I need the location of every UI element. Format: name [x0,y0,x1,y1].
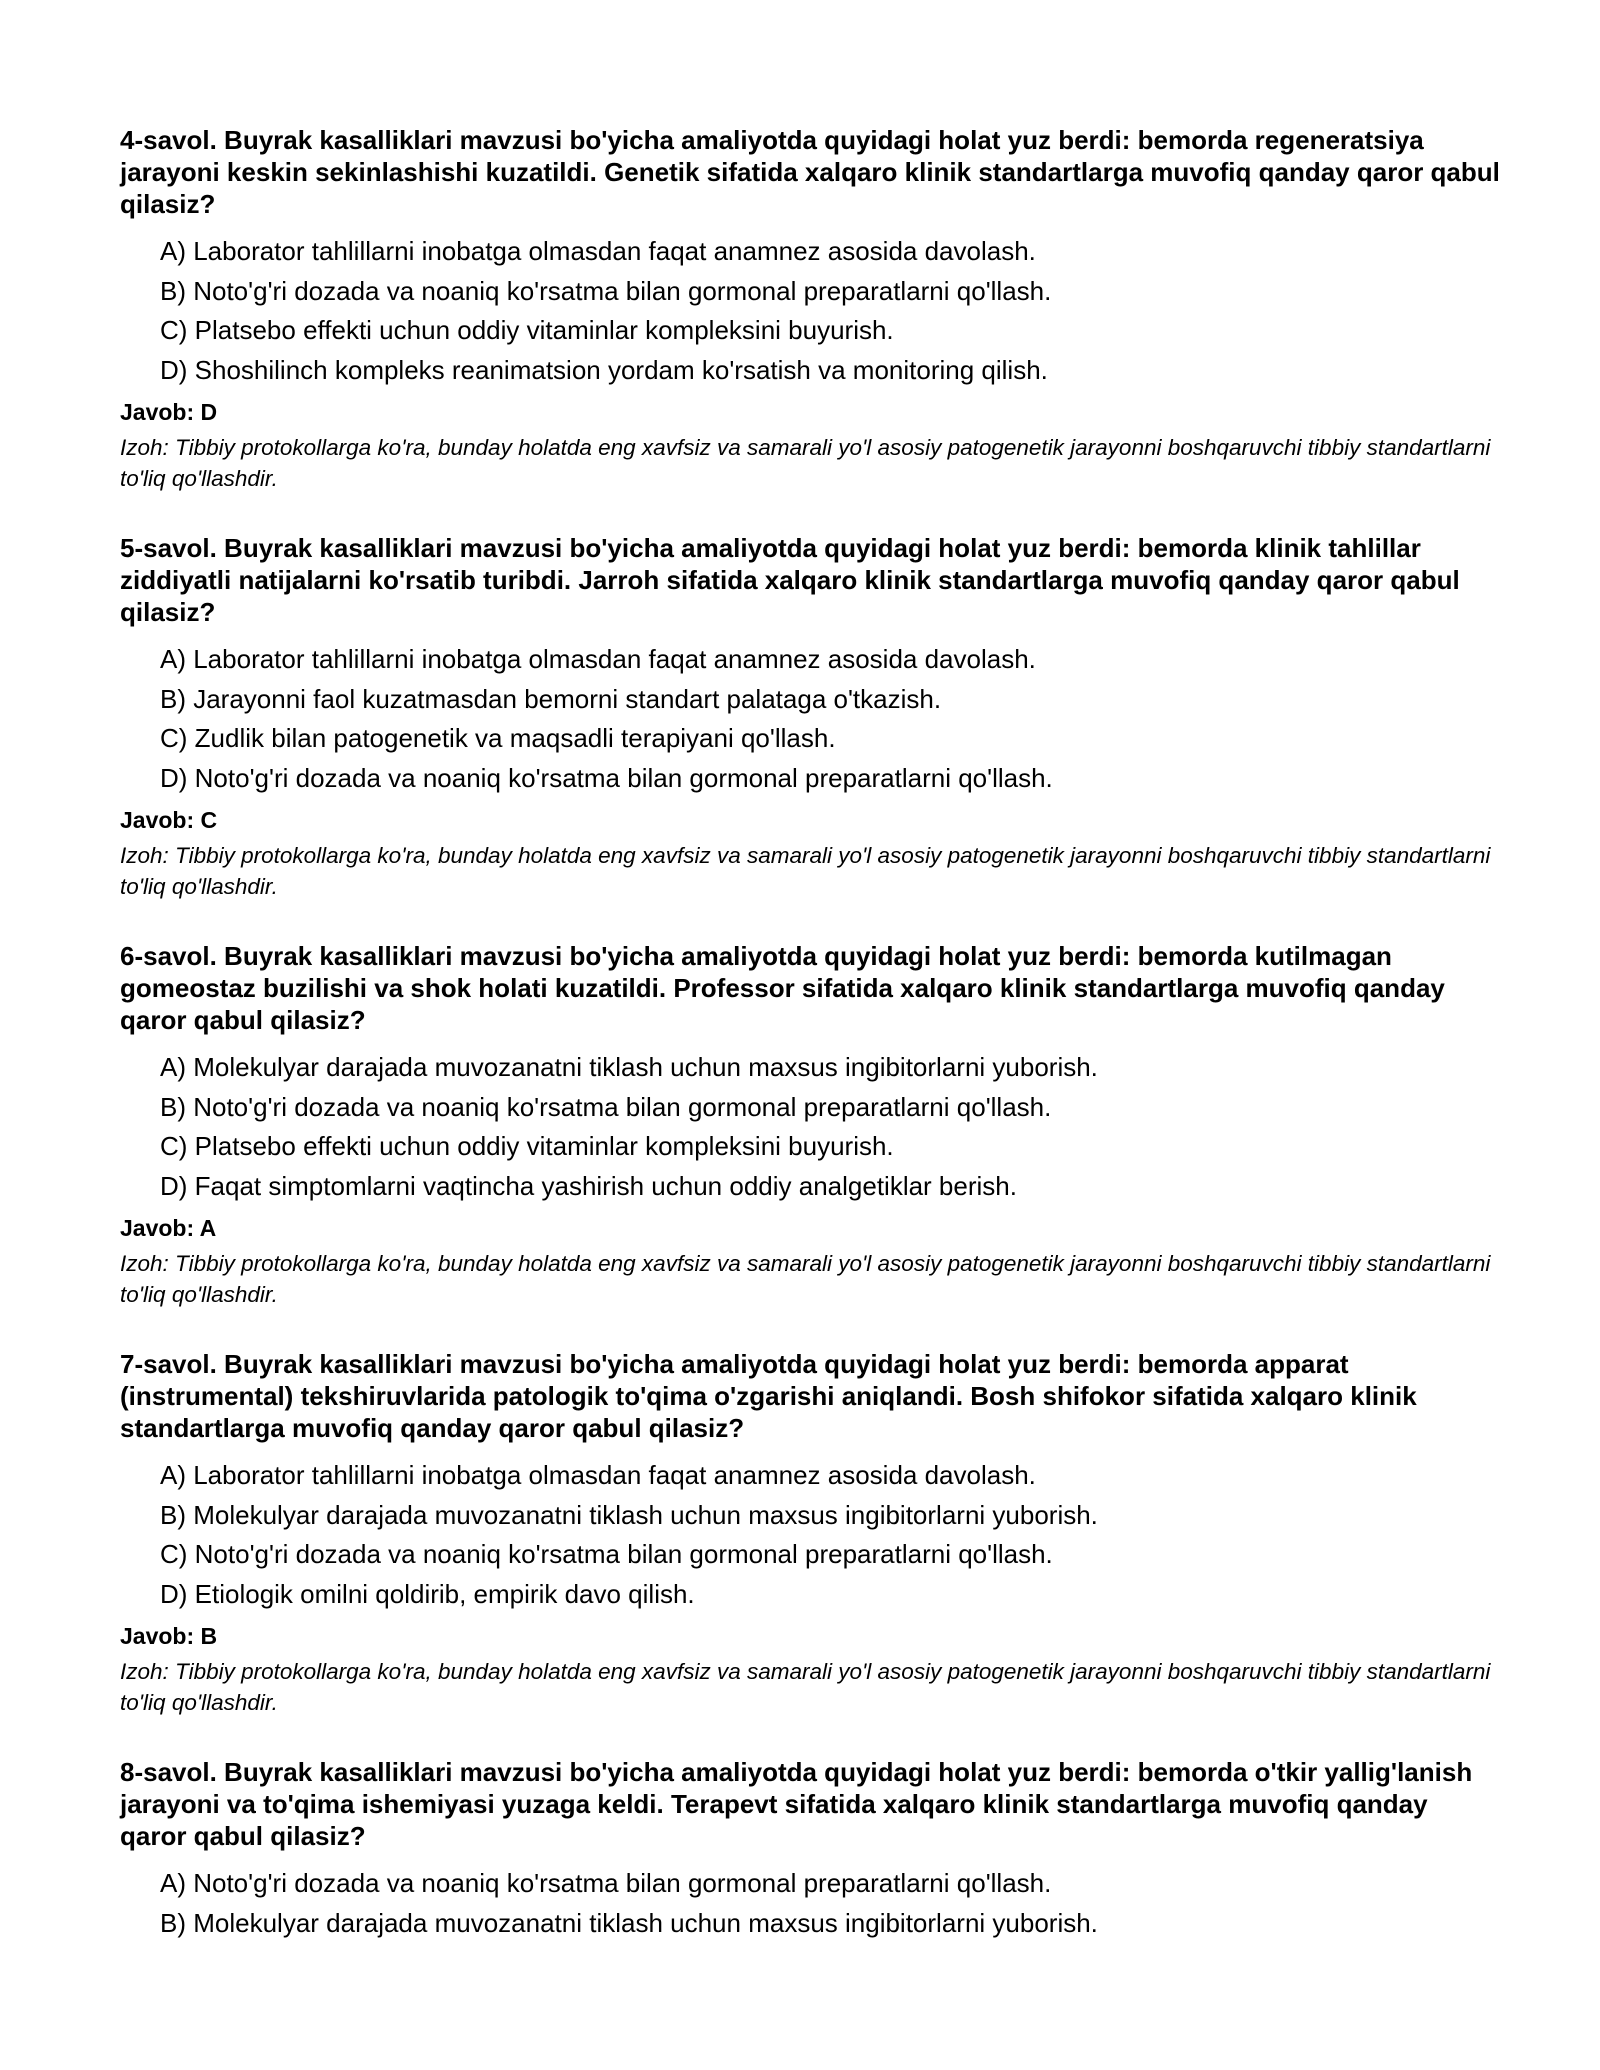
option-a: A) Laborator tahlillarni inobatga olmasdan faqat anamnez asosida davolash. [160,236,1036,266]
explanation-note: Izoh: Tibbiy protokollarga ko'ra, bunday holatda eng xavfsiz va samarali yo'l asosiy patogenetik jarayonni boshqaruvchi tibbiy standartlarni to'liq qo'llashdir. [120,1251,1491,1307]
option-d: D) Etiologik omilni qoldirib, empirik davo qilish. [160,1578,695,1609]
option-b: B) Molekulyar darajada muvozanatni tiklash uchun maxsus ingibitorlarni yuborish. [160,1907,1098,1938]
option-list [120,1864,1500,1943]
explanation-note: Izoh: Tibbiy protokollarga ko'ra, bunday holatda eng xavfsiz va samarali yo'l asosiy patogenetik jarayonni boshqaruvchi tibbiy standartlarni to'liq qo'llashdir. [120,843,1491,899]
question-title: 6-savol. Buyrak kasalliklari mavzusi bo'yicha amaliyotda quyidagi holat yuz berdi: bemorda kutilmagan gomeostaz buzilishi va shok holati kuzatildi. Professor sifatida xalqaro klinik standartlarga muvofiq qanday qaror qabul qilasiz? [120,941,1445,1035]
option-c: C) Platsebo effekti uchun oddiy vitaminlar kompleksini buyurish. [160,1131,894,1161]
option-b: B) Molekulyar darajada muvozanatni tiklash uchun maxsus ingibitorlarni yuborish. [160,1499,1098,1530]
option-c: C) Noto'g'ri dozada va noaniq ko'rsatma bilan gormonal preparatlarni qo'llash. [160,1539,1053,1569]
answer-label: Javob: C [120,807,218,833]
question-block [120,532,1500,902]
answer-label: Javob: D [120,399,218,425]
option-a: A) Laborator tahlillarni inobatga olmasdan faqat anamnez asosida davolash. [160,1460,1036,1490]
option-list [120,232,1500,390]
answer-label: Javob: A [120,1215,217,1241]
question-block [120,1756,1500,1943]
explanation-note: Izoh: Tibbiy protokollarga ko'ra, bunday holatda eng xavfsiz va samarali yo'l asosiy patogenetik jarayonni boshqaruvchi tibbiy standartlarni to'liq qo'llashdir. [120,1659,1491,1715]
option-d: D) Noto'g'ri dozada va noaniq ko'rsatma bilan gormonal preparatlarni qo'llash. [160,762,1053,793]
question-title: 4-savol. Buyrak kasalliklari mavzusi bo'yicha amaliyotda quyidagi holat yuz berdi: bemorda regeneratsiya jarayoni keskin sekinlashishi kuzatildi. Genetik sifatida xalqaro klinik standartlarga muvofiq qanday qaror qabul qilasiz? [120,125,1500,219]
question-title: 5-savol. Buyrak kasalliklari mavzusi bo'yicha amaliyotda quyidagi holat yuz berdi: bemorda klinik tahlillar ziddiyatli natijalarni ko'rsatib turibdi. Jarroh sifatida xalqaro klinik standartlarga muvofiq qanday qaror qabul qilasiz? [120,533,1460,627]
option-b: B) Jarayonni faol kuzatmasdan bemorni standart palataga o'tkazish. [160,683,942,714]
question-block [120,1348,1500,1718]
question-block [120,124,1500,494]
option-b: B) Noto'g'ri dozada va noaniq ko'rsatma bilan gormonal preparatlarni qo'llash. [160,275,1052,306]
option-list [120,640,1500,798]
option-a: A) Laborator tahlillarni inobatga olmasdan faqat anamnez asosida davolash. [160,644,1036,674]
question-block [120,940,1500,1310]
option-a: A) Noto'g'ri dozada va noaniq ko'rsatma bilan gormonal preparatlarni qo'llash. [160,1868,1052,1898]
option-list [120,1048,1500,1206]
question-title: 7-savol. Buyrak kasalliklari mavzusi bo'yicha amaliyotda quyidagi holat yuz berdi: bemorda apparat (instrumental) tekshiruvlarida patologik to'qima o'zgarishi aniqlandi. Bosh shifokor sifatida xalqaro klinik standartlarga muvofiq qanday qaror qabul qilasiz? [120,1349,1417,1443]
option-c: C) Zudlik bilan patogenetik va maqsadli terapiyani qo'llash. [160,723,836,753]
option-d: D) Shoshilinch kompleks reanimatsion yordam ko'rsatish va monitoring qilish. [160,354,1048,385]
question-title: 8-savol. Buyrak kasalliklari mavzusi bo'yicha amaliyotda quyidagi holat yuz berdi: bemorda o'tkir yallig'lanish jarayoni va to'qima ishemiyasi yuzaga keldi. Terapevt sifatida xalqaro klinik standartlarga muvofiq qanday qaror qabul qilasiz? [120,1757,1473,1851]
option-c: C) Platsebo effekti uchun oddiy vitaminlar kompleksini buyurish. [160,315,894,345]
answer-label: Javob: B [120,1623,218,1649]
explanation-note: Izoh: Tibbiy protokollarga ko'ra, bunday holatda eng xavfsiz va samarali yo'l asosiy patogenetik jarayonni boshqaruvchi tibbiy standartlarni to'liq qo'llashdir. [120,435,1491,491]
option-b: B) Noto'g'ri dozada va noaniq ko'rsatma bilan gormonal preparatlarni qo'llash. [160,1091,1052,1122]
option-d: D) Faqat simptomlarni vaqtincha yashirish uchun oddiy analgetiklar berish. [160,1170,1017,1201]
option-list [120,1456,1500,1614]
option-a: A) Molekulyar darajada muvozanatni tiklash uchun maxsus ingibitorlarni yuborish. [160,1052,1098,1082]
